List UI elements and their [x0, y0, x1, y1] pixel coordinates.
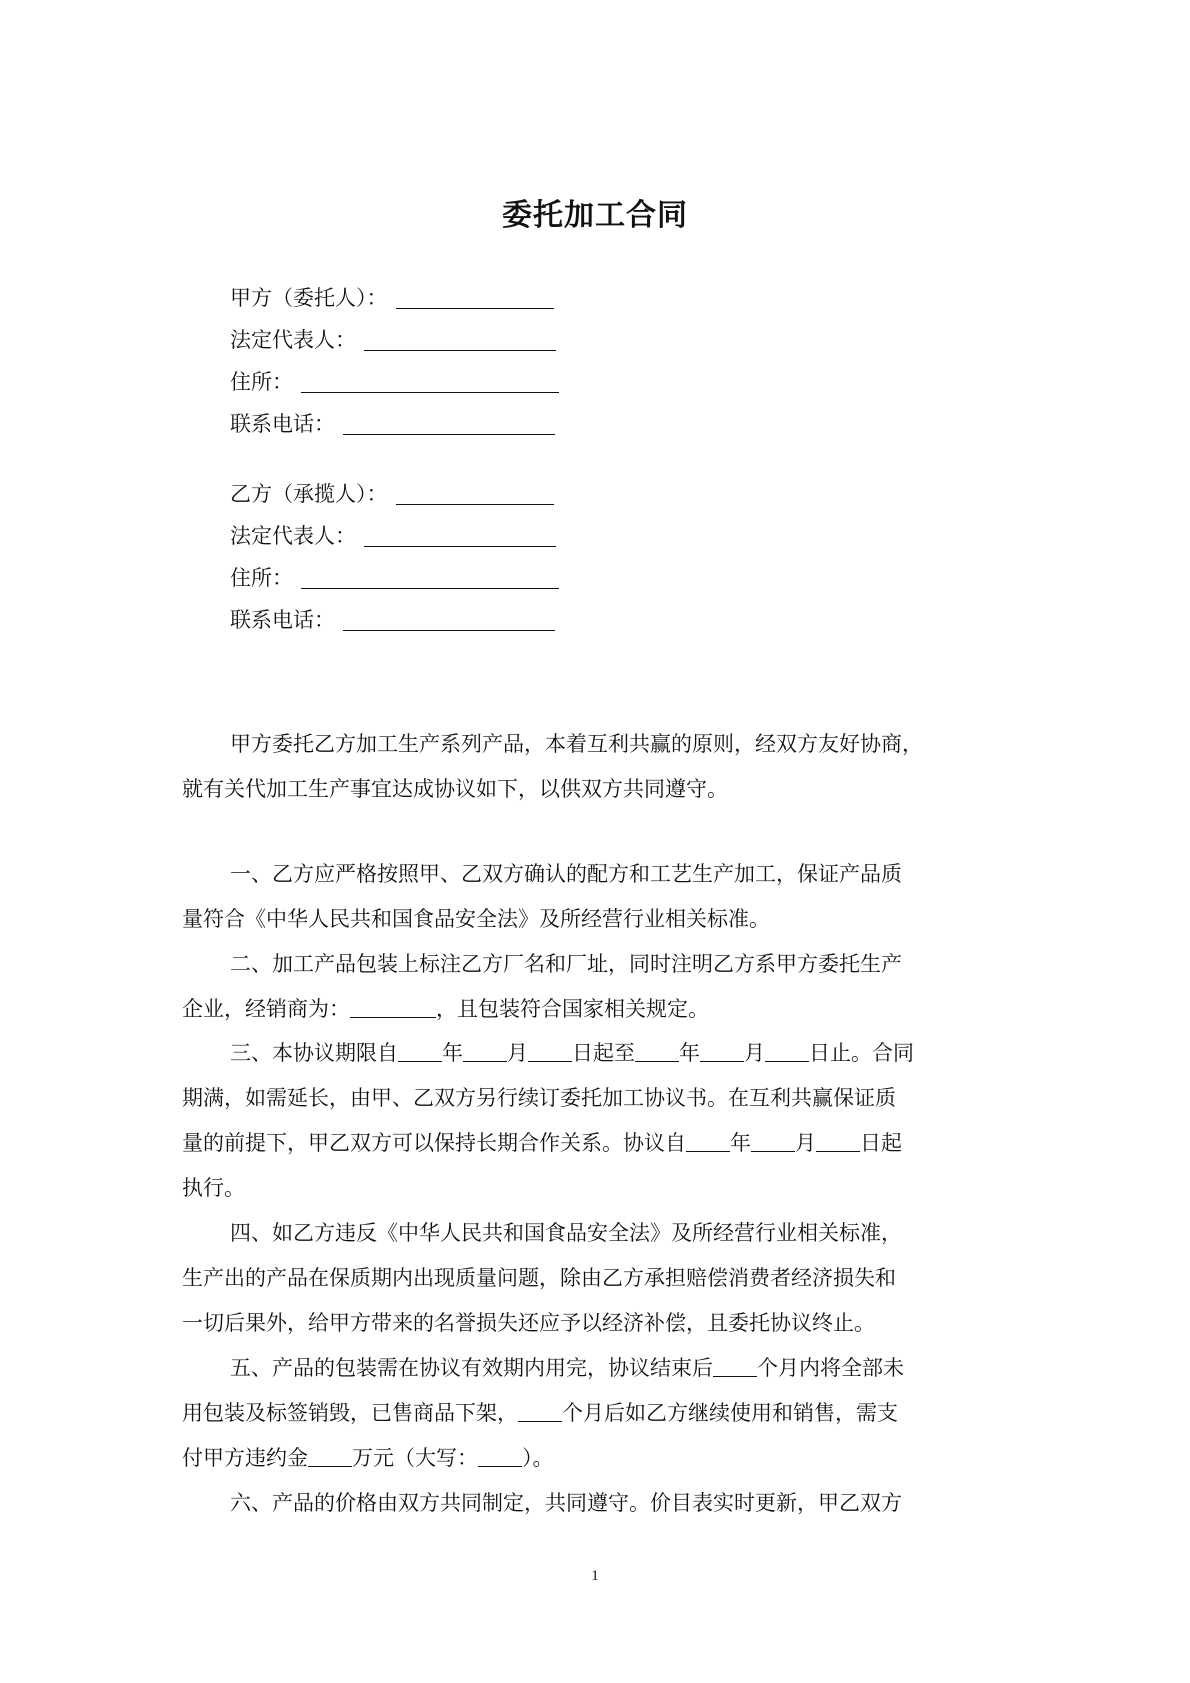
party-a-address-label: 住所：	[230, 370, 293, 394]
clause-5-line-1-end: 个月内将全部未	[757, 1356, 904, 1380]
clause-5-line-2	[182, 1391, 1022, 1436]
party-b-legal-rep-label: 法定代表人：	[230, 524, 356, 548]
month-label: 月	[507, 1041, 528, 1065]
clause-6-line-1: 六、产品的价格由双方共同制定，共同遵守。价目表实时更新，甲乙双方	[230, 1491, 902, 1515]
end-month-blank	[700, 1041, 744, 1062]
clause-3-line-1	[182, 1031, 1022, 1076]
penalty-uppercase-blank	[478, 1446, 522, 1467]
party-a-legal-rep-label: 法定代表人：	[230, 328, 356, 352]
party-a-heading: 甲方（委托人）：	[230, 286, 388, 310]
clause-2-distributor-label: 企业，经销商为：	[182, 997, 350, 1021]
end-year-blank	[635, 1041, 679, 1062]
party-a-phone-blank	[343, 412, 555, 435]
intro-line-1: 甲方委托乙方加工生产系列产品，本着互利共赢的原则，经双方友好协商，	[230, 732, 923, 756]
clause-3-line-2: 期满，如需延长，由甲、乙双方另行续订委托加工协议书。在互利共赢保证质	[182, 1086, 896, 1110]
party-b-heading: 乙方（承揽人）：	[230, 482, 388, 506]
day-from-label: 日起至	[572, 1041, 635, 1065]
year-label: 年	[442, 1041, 463, 1065]
clause-5-line-2-end: 个月后如乙方继续使用和销售，需支	[562, 1401, 898, 1425]
party-b-phone-blank	[343, 608, 555, 631]
intro-paragraph	[182, 722, 1022, 812]
party-b-phone-line	[230, 605, 555, 635]
effective-year-blank	[686, 1131, 730, 1152]
clause-2-line-2-end: ，且包装符合国家相关规定。	[436, 997, 709, 1021]
clause-1-line-1: 一、乙方应严格按照甲、乙双方确认的配方和工艺生产加工，保证产品质	[230, 862, 902, 886]
intro-line-2: 就有关代加工生产事宜达成协议如下，以供双方共同遵守。	[182, 777, 728, 801]
penalty-unit-label: 万元（大写：	[352, 1446, 478, 1470]
penalty-close: ）。	[522, 1446, 554, 1470]
clause-1	[182, 852, 1022, 942]
clause-5-line-1	[182, 1346, 1022, 1391]
party-a-name-blank	[396, 286, 554, 309]
clause-3-line-4: 执行。	[182, 1176, 245, 1200]
clause-5	[182, 1346, 1022, 1481]
clause-3-effective-label: 量的前提下，甲乙双方可以保持长期合作关系。协议自	[182, 1131, 686, 1155]
clause-5-line-1-text: 五、产品的包装需在协议有效期内用完，协议结束后	[230, 1356, 713, 1380]
clause-3	[182, 1031, 1022, 1211]
clause-3-term-label: 三、本协议期限自	[230, 1041, 398, 1065]
document-title: 委托加工合同	[502, 198, 688, 233]
clause-2	[182, 942, 1022, 1032]
clause-6	[182, 1481, 1022, 1526]
start-year-blank	[398, 1041, 442, 1062]
day-to-label: 日止。合同	[809, 1041, 914, 1065]
year-label: 年	[679, 1041, 700, 1065]
clause-5-line-3	[182, 1436, 1022, 1481]
party-a-heading-line	[230, 283, 554, 313]
penalty-label: 付甲方违约金	[182, 1446, 308, 1470]
clause-4-line-2: 生产出的产品在保质期内出现质量问题，除由乙方承担赔偿消费者经济损失和	[182, 1266, 896, 1290]
party-a-address-blank	[301, 370, 559, 393]
month-label: 月	[744, 1041, 765, 1065]
party-a-phone-label: 联系电话：	[230, 412, 335, 436]
month-label: 月	[795, 1131, 816, 1155]
clause-2-line-2	[182, 987, 1022, 1032]
year-label: 年	[730, 1131, 751, 1155]
distributor-blank	[350, 997, 436, 1018]
party-b-legal-rep-blank	[364, 524, 556, 547]
clause-4-line-3: 一切后果外，给甲方带来的名誉损失还应予以经济补偿，且委托协议终止。	[182, 1311, 875, 1335]
party-b-phone-label: 联系电话：	[230, 608, 335, 632]
start-day-blank	[528, 1041, 572, 1062]
clause-3-line-3	[182, 1121, 1022, 1166]
effective-month-blank	[751, 1131, 795, 1152]
clause-4	[182, 1211, 1022, 1346]
penalty-amount-blank	[308, 1446, 352, 1467]
start-month-blank	[463, 1041, 507, 1062]
party-b-heading-line	[230, 479, 554, 509]
party-b-address-label: 住所：	[230, 566, 293, 590]
grace-months-blank	[518, 1401, 562, 1422]
clause-5-line-2-text: 用包装及标签销毁，已售商品下架，	[182, 1401, 518, 1425]
months-after-blank	[713, 1356, 757, 1377]
party-b-legal-rep-line	[230, 521, 556, 551]
party-b-address-blank	[301, 566, 559, 589]
end-day-blank	[765, 1041, 809, 1062]
party-b-address-line	[230, 563, 559, 593]
party-a-address-line	[230, 367, 559, 397]
party-a-legal-rep-blank	[364, 328, 556, 351]
page-number: 1	[591, 1568, 599, 1584]
clause-4-line-1: 四、如乙方违反《中华人民共和国食品安全法》及所经营行业相关标准，	[230, 1221, 902, 1245]
effective-day-blank	[816, 1131, 860, 1152]
party-a-legal-rep-line	[230, 325, 556, 355]
party-b-name-blank	[396, 482, 554, 505]
clause-1-line-2: 量符合《中华人民共和国食品安全法》及所经营行业相关标准。	[182, 907, 770, 931]
day-start-label: 日起	[860, 1131, 902, 1155]
party-a-phone-line	[230, 409, 555, 439]
clause-2-line-1: 二、加工产品包装上标注乙方厂名和厂址，同时注明乙方系甲方委托生产	[230, 952, 902, 976]
